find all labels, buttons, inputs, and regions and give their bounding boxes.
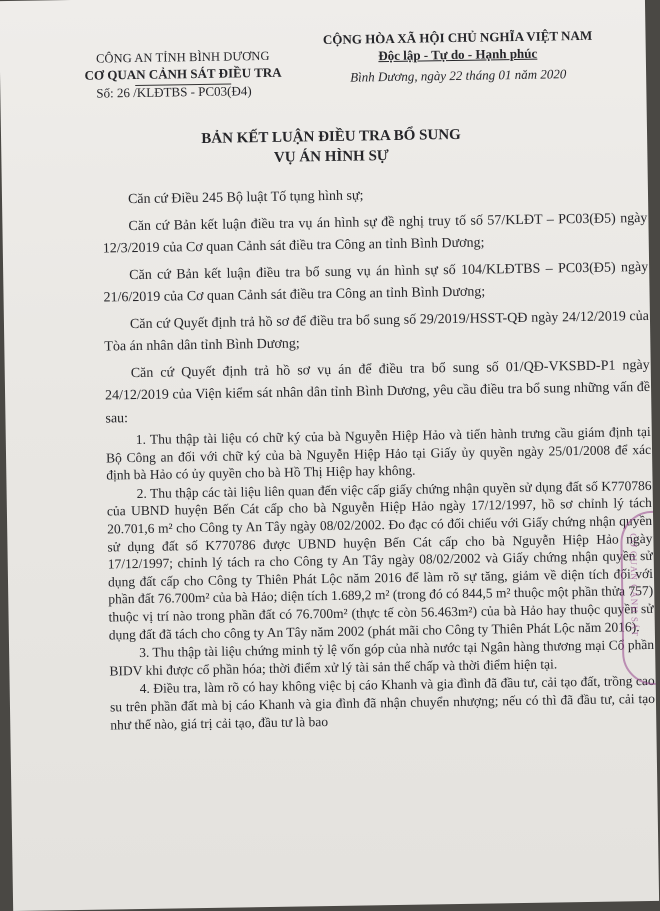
preamble <box>102 181 651 435</box>
preamble-paragraph: Căn cứ Bản kết luận điều tra bổ sung vụ án hình sự số 104/KLĐTBS – PC03(Đ5) ngày 21/6/2019 của Cơ quan Cảnh sát điều tra Công an tỉnh Bình Dương; <box>103 259 649 306</box>
preamble-paragraph: Căn cứ Quyết định trả hồ sơ để điều tra bổ sung số 29/2019/HSST-QĐ ngày 24/12/2019 của Tòa án nhân dân tỉnh Bình Dương; <box>104 308 650 355</box>
preamble-paragraph: Căn cứ Quyết định trả hồ sơ vụ án để điều tra bổ sung số 01/QĐ-VKSBD-P1 ngày 24/12/2019 của Viện kiểm sát nhân dân tỉnh Bình Dương, yêu cầu điều tra bổ sung những vấn đề sau: <box>104 357 651 427</box>
requirement-item: 4. Điều tra, làm rõ có hay không việc bị cáo Khanh và gia đình đã đầu tư, cải tạo đất, trồng cao su trên phần đất mà bị cáo Khanh và gia đình đã nhận chuyển nhượng; nếu có thì đã đầu tư, cải tạo như thế nào, giá trị cải tạo, đầu tư là bao <box>109 673 656 732</box>
stamp-text: CƠ QUAN CẢNH SÁT <box>628 533 640 638</box>
agency-line1: CÔNG AN TỈNH BÌNH DƯƠNG <box>95 48 270 66</box>
document-number: Số: 26 /KLĐTBS - PC03(Đ4) <box>96 83 252 101</box>
preamble-paragraph: Căn cứ Bản kết luận điều tra vụ án hình sự đề nghị truy tố số 57/KLĐT – PC03(Đ5) ngày 12/3/2019 của Cơ quan Cảnh sát điều tra Công an tỉnh Bình Dương; <box>102 210 648 257</box>
document-date: Bình Dương, ngày 22 tháng 01 năm 2020 <box>350 66 567 85</box>
requirement-item: 1. Thu thập tài liệu có chữ ký của bà Nguyễn Hiệp Hảo và tiến hành trưng cầu giám định tại Bộ Công an đối với chữ ký của bà Nguyễn Hiệp Hảo tại Giấy ủy quyền ngày 25/01/2008 để xác định bà Hảo có ủy quyền cho bà Hồ Thị Hiệp hay không. <box>105 423 652 483</box>
agency-line2: CƠ QUAN CẢNH SÁT ĐIỀU TRA <box>84 64 282 83</box>
requirement-item: 3. Thu thập tài liệu chứng minh tỷ lệ vốn góp của nhà nước tại Ngân hàng thương mại Cổ phần BIDV khi được cổ phần hóa; thời điểm xử lý tài sản thế chấp và thời điểm hiện tại. <box>109 637 655 679</box>
title-line2: VỤ ÁN HÌNH SỰ <box>273 148 389 166</box>
requirement-item: 2. Thu thập các tài liệu liên quan đến việc cấp giấy chứng nhận quyền sử dụng đất số K770786 của UBND huyện Bến Cát cấp cho bà Nguyễn Hiệp Hảo ngày 17/12/1997, hồ sơ chỉnh lý tách 20.701,6 m² cho Công ty An Tây ngày 08/02/2002. Đo đạc có đối chiếu với Giấy chứng nhận quyền sử dụng đất số K770786 được UBND huyện Bến Cát cấp cho bà Nguyễn Hiệp Hảo ngày 17/12/1997; chỉnh lý tách ra cho Công ty An Tây ngày 08/02/2002 và Giấy chứng nhận quyền sử dụng đất cấp cho Công ty Thiên Phát Lộc năm 2016 để làm rõ sự tăng, giảm về diện tích đối với phần đất 76.700m² của bà Hảo; diện tích 1.689,2 m² (trong đó có 844,5 m² thuộc một phần thửa 757) thuộc vị trí nào trong phần đất có 76.700m² (thực tế còn 56.463m²) của bà Hảo hay thuộc quyền sử dụng đất đã tách cho công ty An Tây năm 2002 (phát mãi cho Công ty Thiên Phát Lộc năm 2016). <box>106 477 654 643</box>
requirements-list <box>106 423 656 735</box>
country-line1: CỘNG HÒA XÃ HỘI CHỦ NGHĨA VIỆT NAM <box>322 27 593 48</box>
document-title <box>121 124 542 171</box>
country-motto: Độc lập - Tự do - Hạnh phúc <box>378 45 538 64</box>
preamble-paragraph: Căn cứ Điều 245 Bộ luật Tố tụng hình sự; <box>127 188 364 208</box>
agency-header <box>78 49 289 87</box>
official-stamp <box>620 510 659 685</box>
national-header <box>317 28 597 65</box>
title-line1: BẢN KẾT LUẬN ĐIỀU TRA BỔ SUNG <box>201 126 461 147</box>
